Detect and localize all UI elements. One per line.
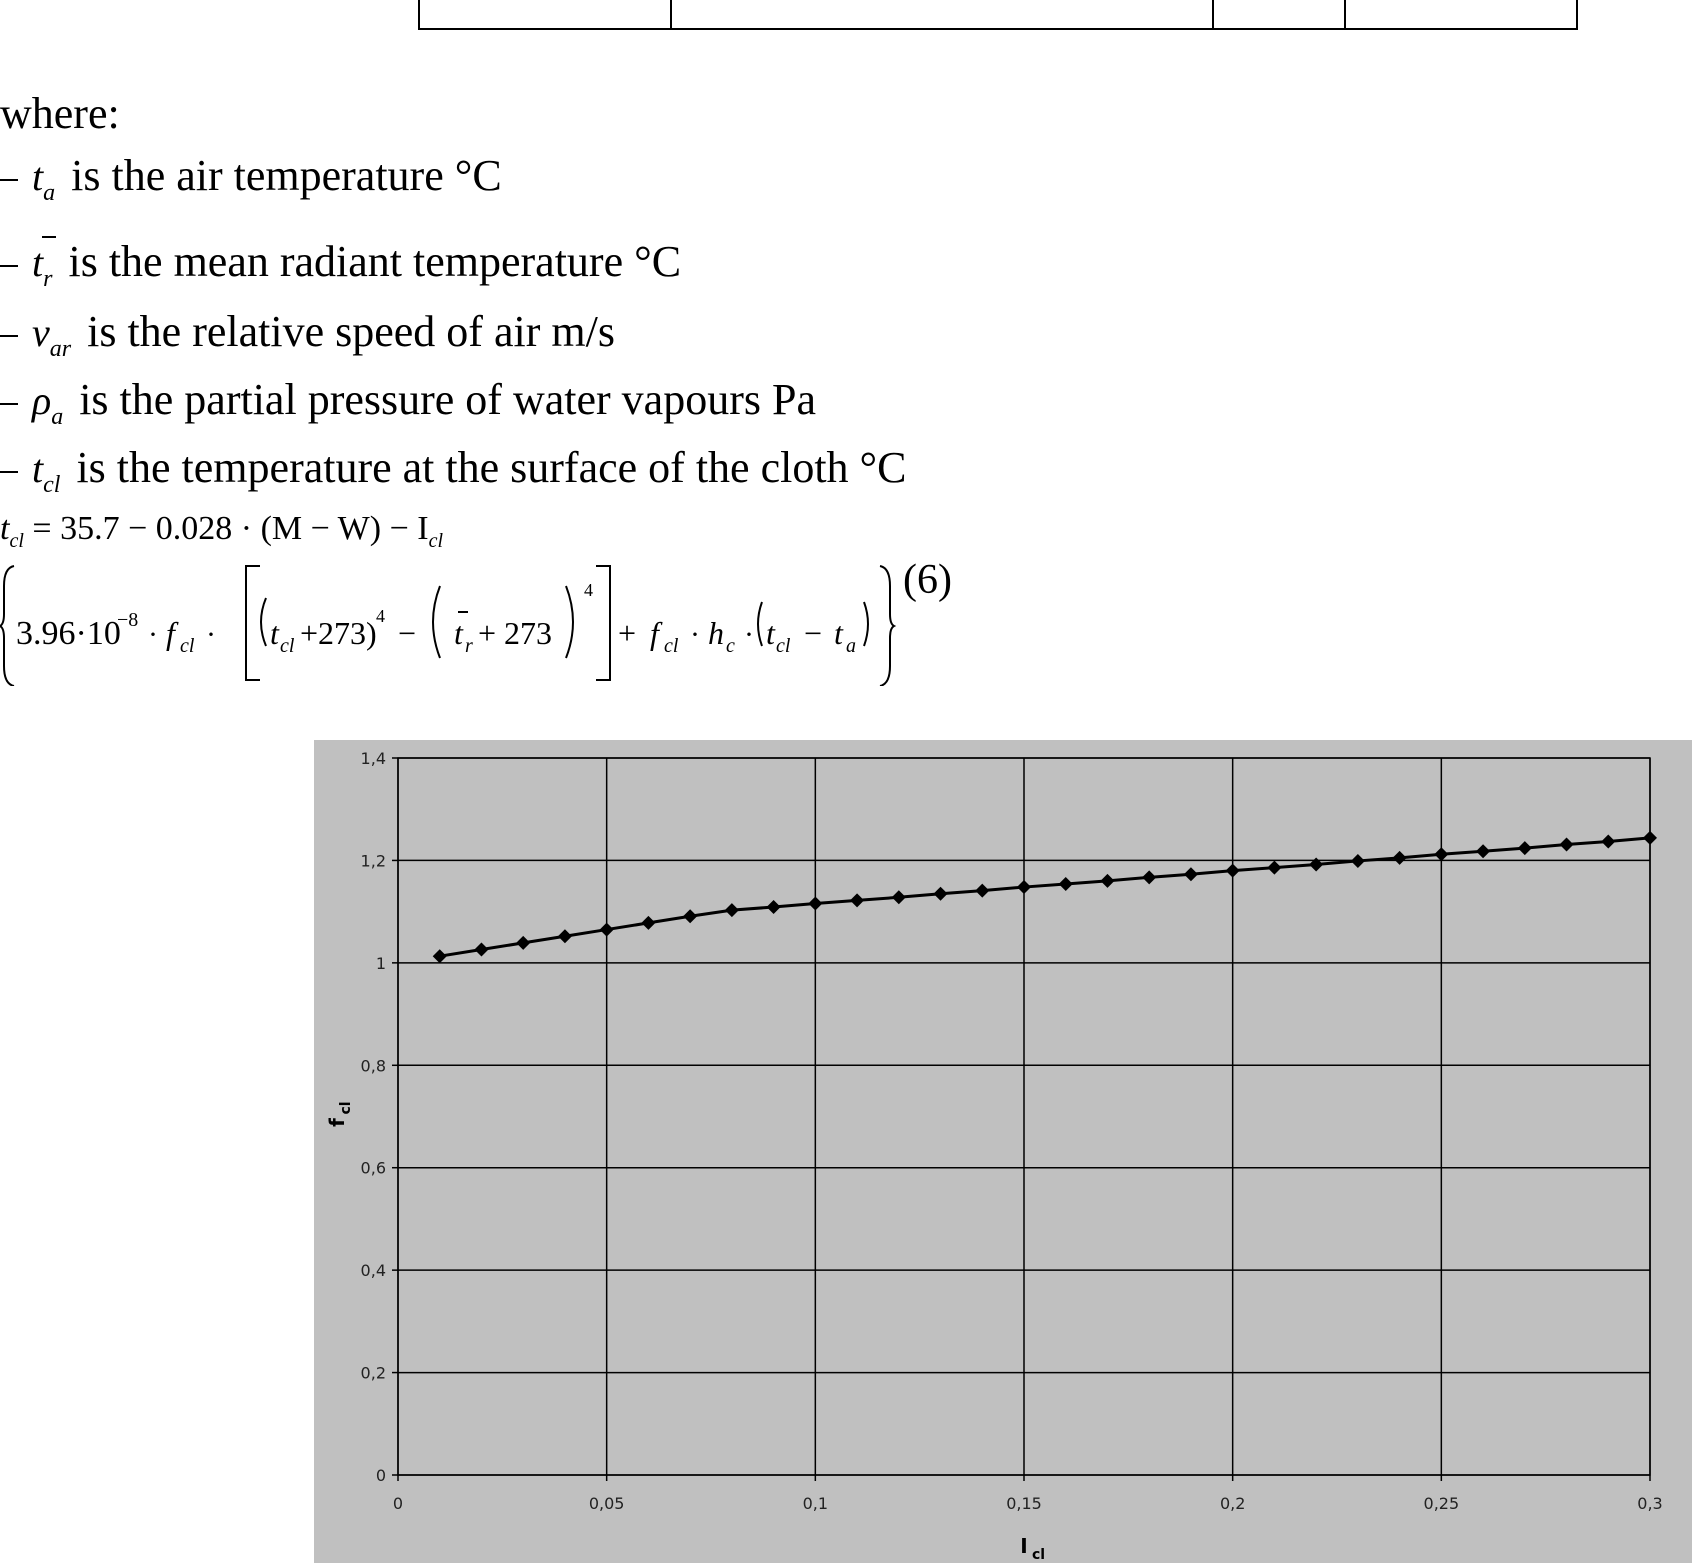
overbar: [42, 236, 56, 238]
eq-f2: f: [650, 615, 659, 651]
dash-bullet: [0, 403, 18, 405]
eq-power-1: 4: [376, 606, 385, 626]
definition-text: is the mean radiant temperature °C: [68, 237, 682, 286]
x-tick-label: 0,3: [1637, 1494, 1663, 1513]
definition-text: is the temperature at the surface of the cloth °C: [76, 443, 907, 492]
definition-text: is the partial pressure of water vapours Pa: [79, 375, 816, 424]
symbol-subscript: cl: [43, 472, 61, 498]
right-curly-brace: [880, 566, 894, 686]
x-tick-label: 0,1: [802, 1494, 829, 1513]
definition-text: is the relative speed of air m/s: [87, 307, 615, 356]
equation-brace-term: [0, 546, 1000, 686]
eq-tr: t: [454, 615, 463, 651]
eq-rhs-sub: cl: [428, 530, 444, 552]
left-curly-brace: [0, 566, 14, 686]
definition-item: [0, 234, 681, 290]
eq-dot-4: ·: [744, 618, 754, 651]
symbol-subscript: r: [43, 266, 53, 292]
eq-plus-273: +273): [300, 615, 377, 651]
y-axis-label: f: [325, 1118, 349, 1127]
eq-lhs-sub: cl: [9, 530, 24, 552]
definition-item: [0, 304, 615, 360]
definition-symbol: [32, 154, 56, 206]
eq-f-sub: cl: [180, 635, 195, 657]
where-label: where:: [0, 89, 120, 138]
dash-bullet: [0, 335, 18, 337]
paren-open-1: [261, 598, 266, 646]
eq-dot-3: ·: [690, 618, 700, 651]
eq-t: t: [270, 615, 279, 651]
eq-coef: 3.96·10: [16, 615, 121, 652]
eq-power-2: 4: [584, 580, 593, 600]
symbol-letter: ρ: [32, 378, 52, 423]
definition-symbol: [32, 378, 64, 430]
definition-symbol: [32, 310, 72, 362]
eq-ta-sub: a: [846, 635, 856, 657]
x-tick-label: 0,2: [1219, 1494, 1246, 1513]
x-tick-label: 0,25: [1423, 1494, 1460, 1513]
y-tick-label: 0,2: [360, 1363, 386, 1383]
symbol-subscript: ar: [49, 336, 72, 362]
y-tick-label: 1,2: [360, 851, 386, 871]
eq-dot-1: ·: [148, 618, 158, 651]
eq-plus-273-b: + 273: [478, 615, 553, 651]
eq-minus: −: [398, 615, 417, 651]
eq-plus: +: [618, 615, 637, 651]
y-tick-label: 0: [375, 1466, 386, 1485]
dash-bullet: [0, 265, 18, 267]
eq-f2-sub: cl: [664, 635, 679, 657]
eq-tr-sub: r: [465, 635, 473, 657]
y-tick-label: 0,4: [360, 1261, 386, 1281]
x-tick-label: 0,05: [588, 1494, 625, 1513]
x-tick-label: 0,15: [1006, 1494, 1042, 1513]
eq-ta: t: [834, 615, 843, 651]
definition-text: is the air temperature °C: [71, 151, 502, 200]
y-axis-label-sub: cl: [338, 1101, 354, 1115]
table-column-divider: [1344, 0, 1346, 28]
right-square-bracket: [596, 566, 610, 680]
y-tick-label: 1,4: [360, 749, 386, 768]
paren-open-3: [758, 602, 762, 646]
eq-rhs: = 35.7 − 0.028 · (M − W) − I: [32, 510, 429, 547]
x-tick-label: 0: [392, 1494, 404, 1513]
eq-t3-sub: cl: [776, 635, 791, 657]
symbol-letter: t: [32, 240, 44, 285]
definition-item: [0, 148, 502, 204]
definition-symbol: [32, 446, 61, 498]
definition-item: [0, 440, 907, 496]
symbol-letter: v: [32, 310, 50, 355]
y-tick-label: 1: [375, 953, 386, 973]
left-square-bracket: [246, 566, 260, 680]
eq-t3: t: [766, 615, 775, 651]
paren-open-2: [433, 586, 440, 658]
eq-h-sub: c: [726, 635, 735, 657]
eq-f: f: [166, 615, 175, 651]
eq-dot-2: ·: [206, 618, 216, 651]
definition-symbol: [32, 240, 53, 292]
x-axis-label: I: [1020, 1534, 1028, 1558]
table-fragment: [418, 0, 1578, 30]
paren-close-3: [864, 602, 868, 646]
symbol-subscript: a: [51, 404, 64, 430]
table-column-divider: [670, 0, 672, 28]
y-tick-label: 0,6: [360, 1158, 386, 1178]
paren-close-2: [566, 586, 573, 658]
dash-bullet: [0, 179, 18, 181]
chart-background: [314, 740, 1692, 1563]
eq-exp: −8: [117, 609, 139, 631]
eq-t-sub: cl: [280, 635, 295, 657]
equation-number: (6): [903, 557, 952, 603]
eq-lhs: t: [0, 510, 10, 547]
chart-svg: [314, 740, 1692, 1563]
eq-minus-2: −: [804, 615, 823, 651]
fcl-vs-icl-chart: [314, 740, 1692, 1563]
dash-bullet: [0, 471, 18, 473]
symbol-subscript: a: [43, 180, 56, 206]
symbol-letter: t: [32, 154, 44, 199]
x-axis-label-sub: cl: [1032, 1547, 1046, 1563]
symbol-letter: t: [32, 446, 44, 491]
y-tick-label: 0,8: [360, 1056, 386, 1076]
eq-h: h: [708, 615, 724, 651]
definition-item: [0, 372, 816, 428]
table-column-divider: [1212, 0, 1214, 28]
